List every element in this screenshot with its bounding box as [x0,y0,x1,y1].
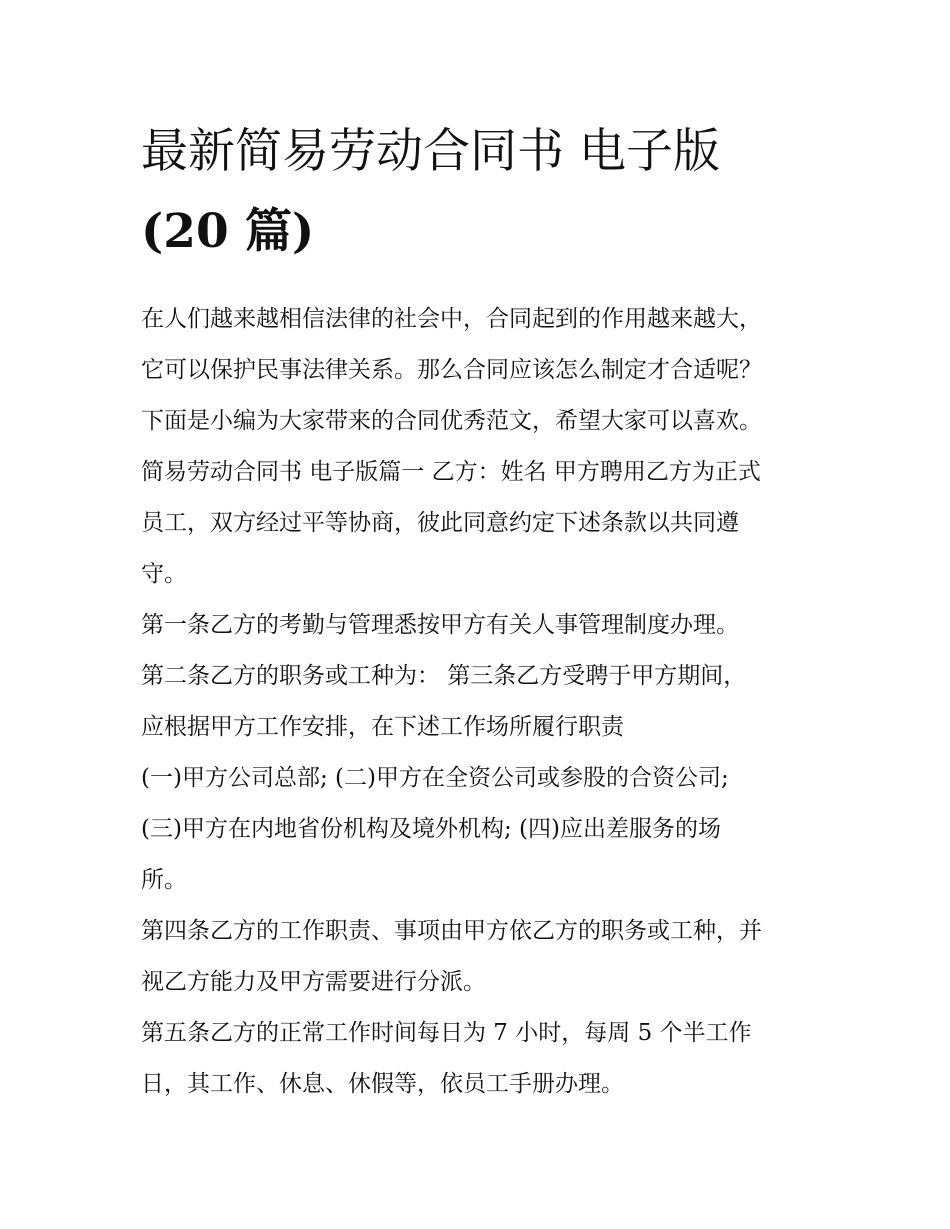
paragraph [141,294,821,600]
text-line: 简易劳动合同书 电子版篇一 乙方：姓名 甲方聘用乙方为正式 [141,459,761,485]
text-line: 它可以保护民事法律关系。那么合同应该怎么制定才合适呢？ [141,357,762,383]
text-line: 所。 [141,867,187,893]
text-line: 守。 [141,561,187,587]
text-line: 第二条乙方的职务或工种为： 第三条乙方受聘于甲方期间， [141,663,747,689]
document-body [141,294,821,1110]
text-line: 日，其工作、休息、休假等，依员工手册办理。 [141,1071,624,1097]
paragraph [141,906,821,1008]
text-line: 下面是小编为大家带来的合同优秀范文，希望大家可以喜欢。 [141,408,762,434]
title-line: 最新简易劳动合同书 电子版 [141,124,720,179]
text-line: 第五条乙方的正常工作时间每日为 7 小时，每周 5 个半工作 [141,1020,752,1046]
text-line: 员工，双方经过平等协商，彼此同意约定下述条款以共同遵 [141,510,739,536]
paragraph [141,753,821,804]
text-line: 在人们越来越相信法律的社会中，合同起到的作用越来越大， [141,306,762,332]
text-line: 应根据甲方工作安排，在下述工作场所履行职责 [141,714,624,740]
paragraph [141,600,821,651]
text-line: 第四条乙方的工作职责、事项由甲方依乙方的职务或工种，并 [141,918,762,944]
text-line: 第一条乙方的考勤与管理悉按甲方有关人事管理制度办理。 [141,612,739,638]
paragraph [141,651,821,753]
document-content [141,112,821,1110]
paragraph [141,804,821,906]
document-title [141,112,821,272]
title-line: (20 篇) [141,204,315,259]
text-line: (三)甲方在内地省份机构及境外机构; (四)应出差服务的场 [141,816,721,842]
text-line: 视乙方能力及甲方需要进行分派。 [141,969,486,995]
text-line: (一)甲方公司总部; (二)甲方在全资公司或参股的合资公司; [141,765,729,791]
paragraph [141,1008,821,1110]
